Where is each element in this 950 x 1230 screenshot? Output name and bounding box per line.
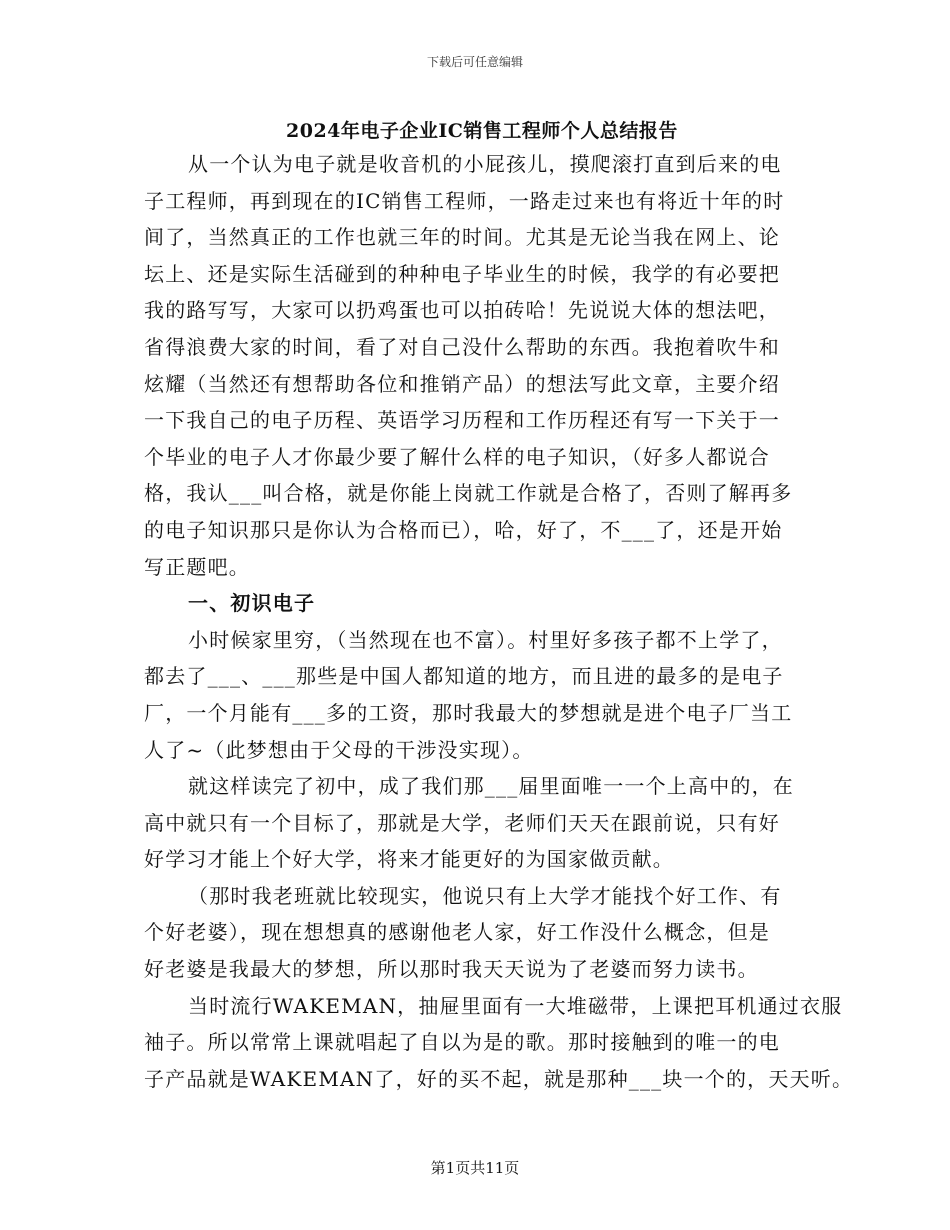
paragraph-line: 我的路写写，大家可以扔鸡蛋也可以拍砖哈！先说说大体的想法吧， — [144, 298, 780, 323]
paragraph-line: （那时我老班就比较现实，他说只有上大学才能找个好工作、有 — [188, 883, 782, 908]
paragraph-line: 子工程师，再到现在的IC销售工程师，一路走过来也有将近十年的时 — [144, 188, 785, 213]
paragraph-line: 厂，一个月能有___多的工资，那时我最大的梦想就是进个电子厂当工 — [144, 700, 793, 725]
paragraph-line: 当时流行WAKEMAN，抽屉里面有一大堆磁带，上课把耳机通过衣服 — [188, 993, 843, 1018]
paragraph-line: 炫耀（当然还有想帮助各位和推销产品）的想法写此文章，主要介绍 — [144, 371, 780, 396]
paragraph-line: 个好老婆），现在想想真的感谢他老人家，好工作没什么概念，但是 — [144, 920, 770, 945]
paragraph-line: 人了~（此梦想由于父母的干涉没实现）。 — [144, 737, 534, 762]
paragraph-line: 间了，当然真正的工作也就三年的时间。尤其是无论当我在网上、论 — [144, 225, 780, 250]
paragraph-line: 小时候家里穷，（当然现在也不富）。村里好多孩子都不上学了， — [188, 627, 783, 652]
paragraph-line: 的电子知识那只是你认为合格而已），哈，好了，不___了，还是开始 — [144, 517, 783, 542]
paragraph-line: 都去了___、___那些是中国人都知道的地方，而且进的最多的是电子 — [144, 664, 784, 689]
document-body — [144, 146, 854, 1097]
paragraph-line: 省得浪费大家的时间，看了对自己没什么帮助的东西。我抱着吹牛和 — [144, 334, 780, 359]
paragraph-line: 就这样读完了初中，成了我们那___届里面唯一一个上高中的，在 — [188, 774, 794, 799]
paragraph-line: 子产品就是WAKEMAN了，好的买不起，就是那种___块一个的，天天听。 — [144, 1066, 854, 1091]
page-header-note: 下载后可任意编辑 — [426, 55, 523, 69]
page-number-footer: 第1页共11页 — [430, 1159, 520, 1177]
paragraph-line: 从一个认为电子就是收音机的小屁孩儿，摸爬滚打直到后来的电 — [188, 152, 782, 176]
paragraph-line: 坛上、还是实际生活碰到的种种电子毕业生的时候，我学的有必要把 — [144, 261, 780, 286]
paragraph-line: 高中就只有一个目标了，那就是大学，老师们天天在跟前说，只有好 — [144, 810, 780, 835]
paragraph-line: 格，我认___叫合格，就是你能上岗就工作就是合格了，否则了解再多 — [144, 481, 793, 506]
paragraph-line: 好老婆是我最大的梦想，所以那时我天天说为了老婆而努力读书。 — [144, 957, 759, 982]
paragraph-line: 写正题吧。 — [144, 554, 250, 579]
section-heading: 一、初识电子 — [188, 591, 316, 616]
paragraph-line: 袖子。所以常常上课就唱起了自以为是的歌。那时接触到的唯一的电 — [144, 1030, 780, 1055]
document-title: 2024年电子企业IC销售工程师个人总结报告 — [286, 120, 678, 142]
paragraph-line: 一下我自己的电子历程、英语学习历程和工作历程还有写一下关于一 — [144, 408, 780, 433]
paragraph-line: 好学习才能上个好大学，将来才能更好的为国家做贡献。 — [144, 847, 674, 872]
paragraph-line: 个毕业的电子人才你最少要了解什么样的电子知识，（好多人都说合 — [144, 444, 770, 469]
